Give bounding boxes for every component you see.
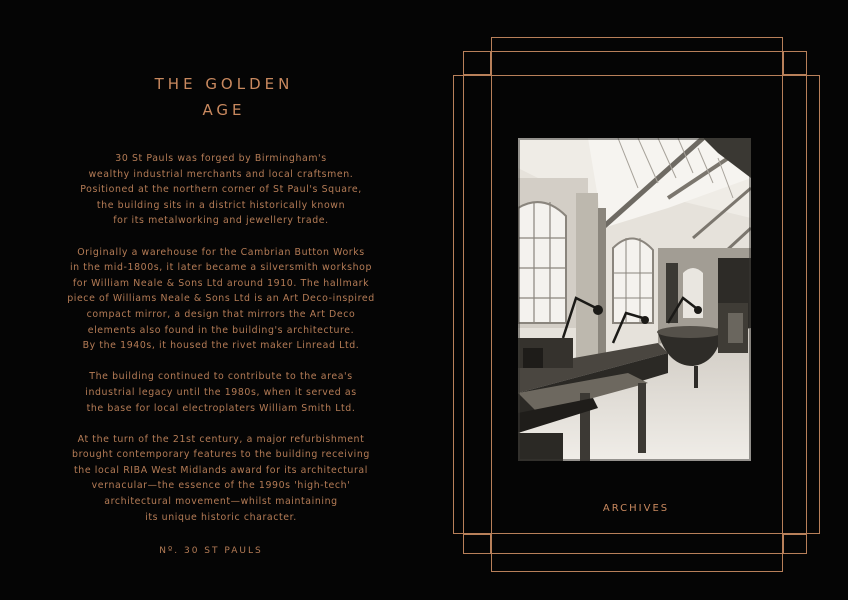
archive-workshop-photo	[518, 138, 751, 461]
text-line: for William Neale & Sons Ltd around 1910. The hallmark	[72, 277, 370, 289]
text-line: piece of Williams Neale & Sons Ltd is an Art Deco-inspired	[67, 293, 375, 305]
frame-corner-tr	[783, 51, 807, 75]
text-line: brought contemporary features to the building receiving	[72, 449, 370, 461]
text-line: the local RIBA West Midlands award for its architectural	[74, 464, 368, 476]
text-line: in the mid-1800s, it later became a silversmith workshop	[69, 262, 373, 274]
frame-corner-br	[783, 534, 807, 554]
text-line: the base for local electroplaters William Smith Ltd.	[86, 402, 356, 414]
workshop-photo-illustration	[518, 138, 751, 461]
text-line: industrial legacy until the 1980s, when it served as	[85, 386, 357, 398]
paragraph-2	[20, 245, 422, 354]
footer-note: Nº. 30 ST PAULS	[159, 546, 263, 556]
archives-caption: ARCHIVES	[602, 503, 670, 514]
text-line: architectural movement—whilst maintaining	[104, 496, 338, 508]
text-line: 30 St Pauls was forged by Birmingham's	[115, 153, 327, 164]
text-line: for its metalworking and jewellery trade.	[113, 215, 329, 227]
text-line: wealthy industrial merchants and local craftsmen.	[88, 168, 354, 180]
text-line: the building sits in a district historically known	[96, 199, 346, 211]
text-line: vernacular—the essence of the 1990s 'high-tech'	[91, 480, 351, 492]
text-line: its unique historic character.	[145, 511, 297, 523]
paragraph-4	[20, 432, 422, 526]
text-line: Originally a warehouse for the Cambrian Button Works	[77, 246, 365, 258]
page-title-line-2: AGE	[202, 101, 246, 119]
text-line: Positioned at the northern corner of St Paul's Square,	[80, 184, 362, 196]
page-title-line-1: THE GOLDEN	[154, 75, 294, 93]
frame-corner-tl	[463, 51, 491, 75]
paragraph-1	[20, 151, 422, 229]
frame-corner-bl	[463, 534, 491, 554]
text-line: The building continued to contribute to the area's	[89, 371, 353, 383]
text-line: By the 1940s, it housed the rivet maker Linread Ltd.	[82, 340, 360, 352]
text-line: At the turn of the 21st century, a major refurbishment	[77, 433, 365, 445]
text-line: compact mirror, a design that mirrors the Art Deco	[86, 308, 356, 320]
body-text	[20, 151, 422, 541]
text-line: elements also found in the building's architecture.	[87, 324, 355, 336]
paragraph-3	[20, 369, 422, 416]
